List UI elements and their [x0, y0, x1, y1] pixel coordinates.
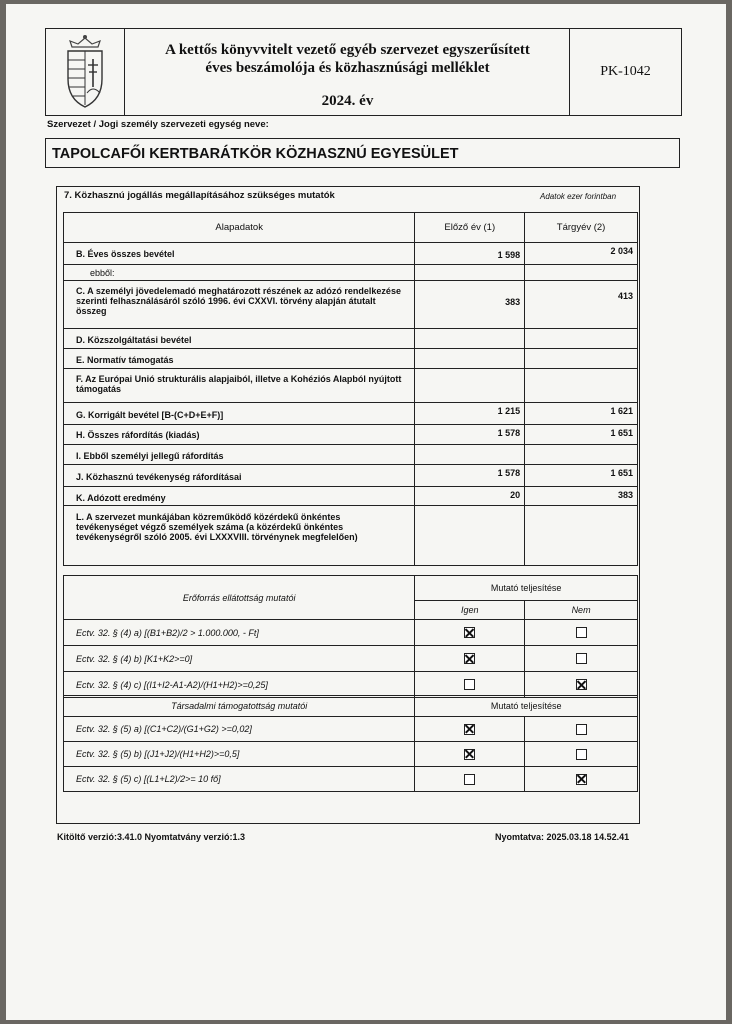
- yes-checkbox[interactable]: [464, 749, 475, 760]
- table-row: [64, 445, 638, 465]
- form-title: [126, 29, 570, 115]
- section-title: 7. Közhasznú jogállás megállapításához szükséges mutatók: [64, 190, 335, 201]
- social-header-row: [64, 696, 638, 717]
- no-checkbox[interactable]: [576, 679, 587, 690]
- yes-checkbox[interactable]: [464, 679, 475, 690]
- table-row: [64, 349, 638, 369]
- organization-name: TAPOLCAFŐI KERTBARÁTKÖR KÖZHASZNÚ EGYESÜLET: [45, 138, 680, 168]
- row-prev-value: 1 578: [415, 465, 525, 487]
- yes-checkbox[interactable]: [464, 627, 475, 638]
- no-checkbox[interactable]: [576, 627, 587, 638]
- yes-checkbox[interactable]: [464, 774, 475, 785]
- row-prev-value: [415, 265, 525, 281]
- table-row: [64, 487, 638, 506]
- table-row: [64, 265, 638, 281]
- row-prev-value: 1 578: [415, 425, 525, 445]
- row-curr-value: 383: [525, 487, 638, 506]
- row-label: C. A személyi jövedelemadó meghatározott részének az adózó rendelkezése szerinti felhasználásáról szóló 1996. évi CXXVI. törvény alapján átutalt összeg: [64, 281, 415, 329]
- table-row: [64, 243, 638, 265]
- indicator-label: Ectv. 32. § (4) c) [(I1+I2-A1-A2)/(H1+H2)>=0,25]: [64, 672, 415, 698]
- table-row: [64, 506, 638, 566]
- indicator-label: Ectv. 32. § (4) b) [K1+K2>=0]: [64, 646, 415, 672]
- table-row: [64, 369, 638, 403]
- row-prev-value: 1 215: [415, 403, 525, 425]
- row-curr-value: [525, 445, 638, 465]
- indicator-label: Ectv. 32. § (5) b) [(J1+J2)/(H1+H2)>=0,5]: [64, 742, 415, 767]
- resource-indicators-title: Erőforrás ellátottság mutatói: [64, 576, 415, 620]
- yes-column-label: Igen: [415, 601, 525, 620]
- table-row: [64, 403, 638, 425]
- form-code: PK-1042: [600, 64, 651, 79]
- indicator-row: [64, 717, 638, 742]
- row-prev-value: 383: [415, 281, 525, 329]
- social-indicators-table: [63, 695, 638, 792]
- indicator-row: [64, 620, 638, 646]
- report-year: 2024. év: [321, 93, 374, 109]
- base-data-header-row: [64, 213, 638, 243]
- yes-checkbox[interactable]: [464, 653, 475, 664]
- col-header-prev: Előző év (1): [415, 213, 525, 243]
- no-checkbox[interactable]: [576, 774, 587, 785]
- row-curr-value: 1 651: [525, 425, 638, 445]
- col-header-base: Alapadatok: [64, 213, 415, 243]
- row-curr-value: 1 621: [525, 403, 638, 425]
- row-label: I. Ebből személyi jellegű ráfordítás: [64, 445, 415, 465]
- row-prev-value: [415, 349, 525, 369]
- row-label: D. Közszolgáltatási bevétel: [64, 329, 415, 349]
- row-label: L. A szervezet munkájában közreműködő közérdekű önkéntes tevékenységet végző személyek száma (a közérdekű önkéntes tevékenységről szóló 2005. évi LXXXVIII. törvénynek megfelelően): [64, 506, 415, 566]
- indicator-label: Ectv. 32. § (5) c) [(L1+L2)/2>= 10 fő]: [64, 767, 415, 792]
- organization-label: Szervezet / Jogi személy szervezeti egység neve:: [47, 119, 269, 130]
- row-label: J. Közhasznú tevékenység ráfordításai: [64, 465, 415, 487]
- table-row: [64, 281, 638, 329]
- row-prev-value: [415, 506, 525, 566]
- title-line-1: A kettős könyvvitelt vezető egyéb szervezet egyszerűsített: [165, 42, 530, 58]
- col-header-curr: Tárgyév (2): [525, 213, 638, 243]
- row-prev-value: 20: [415, 487, 525, 506]
- row-label: ebből:: [64, 265, 415, 281]
- indicator-label: Ectv. 32. § (5) a) [(C1+C2)/(G1+G2) >=0,02]: [64, 717, 415, 742]
- row-curr-value: 2 034: [525, 243, 638, 265]
- resource-status-header: Mutató teljesítése: [415, 576, 638, 601]
- row-curr-value: [525, 506, 638, 566]
- row-curr-value: 1 651: [525, 465, 638, 487]
- row-prev-value: 1 598: [415, 243, 525, 265]
- indicator-label: Ectv. 32. § (4) a) [(B1+B2)/2 > 1.000.000, - Ft]: [64, 620, 415, 646]
- resource-header-row: [64, 576, 638, 601]
- yes-checkbox[interactable]: [464, 724, 475, 735]
- table-row: [64, 425, 638, 445]
- no-column-label: Nem: [525, 601, 638, 620]
- row-curr-value: [525, 369, 638, 403]
- row-label: H. Összes ráfordítás (kiadás): [64, 425, 415, 445]
- row-label: F. Az Európai Unió strukturális alapjaiból, illetve a Kohéziós Alapból nyújtott támogatás: [64, 369, 415, 403]
- social-indicators-title: Társadalmi támogatottság mutatói: [64, 696, 415, 717]
- row-prev-value: [415, 329, 525, 349]
- indicator-row: [64, 646, 638, 672]
- resource-indicators-table: [63, 575, 638, 698]
- indicator-row: [64, 672, 638, 698]
- no-checkbox[interactable]: [576, 653, 587, 664]
- row-label: K. Adózott eredmény: [64, 487, 415, 506]
- title-line-2: éves beszámolója és közhasznúsági melléklet: [205, 60, 490, 76]
- base-data-table: [63, 212, 638, 566]
- row-prev-value: [415, 445, 525, 465]
- software-version: Kitöltő verzió:3.41.0 Nyomtatvány verzió:1.3: [57, 832, 246, 842]
- unit-note: Adatok ezer forintban: [540, 192, 617, 201]
- row-label: E. Normatív támogatás: [64, 349, 415, 369]
- indicator-row: [64, 742, 638, 767]
- social-status-header: Mutató teljesítése: [415, 696, 638, 717]
- table-row: [64, 329, 638, 349]
- row-label: B. Éves összes bevétel: [64, 243, 415, 265]
- row-curr-value: [525, 329, 638, 349]
- print-timestamp: Nyomtatva: 2025.03.18 14.52.41: [495, 832, 630, 842]
- row-prev-value: [415, 369, 525, 403]
- table-row: [64, 465, 638, 487]
- indicator-row: [64, 767, 638, 792]
- no-checkbox[interactable]: [576, 724, 587, 735]
- row-curr-value: 413: [525, 281, 638, 329]
- row-curr-value: [525, 349, 638, 369]
- no-checkbox[interactable]: [576, 749, 587, 760]
- row-curr-value: [525, 265, 638, 281]
- form-header: [45, 28, 682, 116]
- row-label: G. Korrigált bevétel [B-(C+D+E+F)]: [64, 403, 415, 425]
- coat-of-arms-logo: [46, 29, 125, 115]
